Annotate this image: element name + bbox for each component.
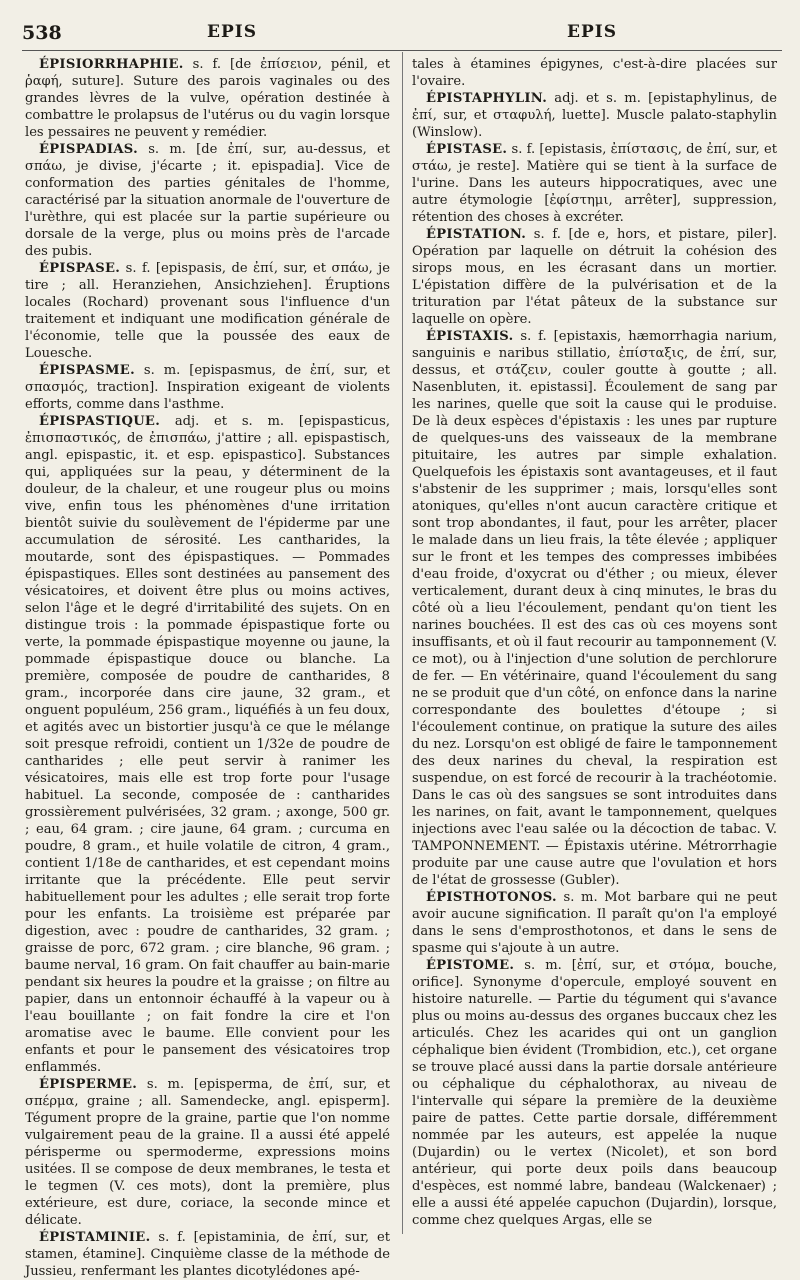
- entry-body: s. f. [de e, hors, et pistare, piler]. Opération par laquelle on détruit la cohésion des sirops mous, en les écrasant dans un mortier. L'épistation diffère de la pulvérisation et de la trituration par l'état pâteux de la substance sur laquelle on opère.: [412, 227, 777, 327]
- dictionary-entry: [412, 957, 777, 1229]
- entry-headword: ÉPISTAPHYLIN.: [426, 91, 548, 106]
- dictionary-entry: [412, 226, 777, 328]
- entry-body: s. f. [de ἐπίσειον, pénil, et ῥαφή, suture]. Suture des parois vaginales ou des grandes lèvres de la vulve, opération destinée à combattre le prolapsus de l'utérus ou du vagin lorsque les pessaires ne peuvent y remédier.: [25, 57, 390, 140]
- entry-body: tales à étamines épigynes, c'est-à-dire placées sur l'ovaire.: [412, 57, 777, 89]
- headword-right: EPIS: [567, 22, 617, 42]
- dictionary-entry: [25, 141, 390, 260]
- entry-body: adj. et s. m. [epispasticus, ἐπισπαστικός, de ἐπισπάω, j'attire ; all. epispastisch, angl. epispastic, it. et esp. epispastico]. Substances qui, appliquées sur la peau, y déterminent de la douleur, de la chaleur, et une rougeur plus ou moins vive, enfin tous les phénomènes d'une irritation bientôt suivie du soulèvement de l'épiderme par une accumulation de sérosité. Les cantharides, la moutarde, sont des épispastiques. — Pommades épispastiques. Elles sont destinées au pansement des vésicatoires, et doivent être plus ou moins actives, selon l'âge et le degré d'irritabilité des sujets. On en distingue trois : la pommade épispastique forte ou verte, la pommade épispastique moyenne ou jaune, la pommade épispastique douce ou blanche. La première, composée de poudre de cantharides, 8 gram., incorporée dans cire jaune, 32 gram., et onguent populéum, 256 gram., liquéfiés à un feu doux, et agités avec un bistortier jusqu'à ce que le mélange soit presque refroidi, contient un 1/32e de poudre de cantharides ; elle peut servir à ranimer les vésicatoires, mais elle est trop forte pour l'usage habituel. La seconde, composée de : cantharides grossièrement pulvérisées, 32 gram. ; axonge, 500 gr. ; eau, 64 gram. ; cire jaune, 64 gram. ; curcuma en poudre, 8 gram., et huile volatile de citron, 4 gram., contient 1/18e de cantharides, et est cependant moins irritante que la précédente. Elle peut servir habituellement pour les adultes ; elle serait trop forte pour les enfants. La troisième est préparée par digestion, avec : poudre de cantharides, 32 gram. ; graisse de porc, 672 gram. ; cire blanche, 96 gram. ; baume nerval, 16 gram. On fait chauffer au bain-marie pendant six heures la poudre et la graisse ; on filtre au papier, dans un entonnoir échauffé à la vapeur ou à l'eau bouillante ; on fait fondre la cire et l'on aromatise avec le baume. Elle convient pour les enfants et pour le pansement des vésicatoires trop enflammés.: [25, 414, 390, 1075]
- dictionary-entry: [25, 56, 390, 141]
- dictionary-entry: [412, 889, 777, 957]
- entry-body: s. m. Mot barbare qui ne peut avoir aucune signification. Il paraît qu'on l'a employé dans le sens d'emprosthotonos, et dans le sens de spasme qui s'ajoute à un autre.: [412, 890, 777, 956]
- dictionary-entry: [25, 260, 390, 362]
- entry-body: s. m. [episperma, de ἐπί, sur, et σπέρμα, graine ; all. Samendecke, angl. episperm]. Tégument propre de la graine, partie que l'on nomme vulgairement peau de la graine. Il a aussi été appelé périsperme ou spermoderme, expressions moins usitées. Il se compose de deux membranes, le testa et le tegmen (V. ces mots), dont la première, plus extérieure, est dure, coriace, la seconde mince et délicate.: [25, 1077, 390, 1228]
- entry-headword: ÉPISTHOTONOS.: [426, 890, 557, 905]
- entry-body: s. m. [ἐπί, sur, et στόμα, bouche, orifice]. Synonyme d'opercule, employé souvent en histoire naturelle. — Partie du tégument qui s'avance plus ou moins au-dessus des organes buccaux chez les articulés. Chez les acarides qui ont un ganglion céphalique bien évident (Trombidion, etc.), cet organe se trouve placé aussi dans la partie dorsale antérieure ou céphalique du céphalothorax, au niveau de l'intervalle qui sépare la première de la deuxième paire de pattes. Cette partie dorsale, différemment nommée par les auteurs, est appelée la nuque (Dujardin) ou le vertex (Nicolet), et son bord antérieur, qui porte deux poils dans beaucoup d'espèces, est nommé labre, bandeau (Walckenaer) ; elle a aussi été appelée capuchon (Dujardin), lorsque, comme chez quelques Argas, elle se: [412, 958, 777, 1228]
- dictionary-entry: [25, 413, 390, 1076]
- entry-headword: ÉPISTAMINIE.: [39, 1230, 151, 1245]
- dictionary-entry: [25, 1076, 390, 1229]
- entry-body: s. m. [de ἐπί, sur, au-dessus, et σπάω, je divise, j'écarte ; it. epispadia]. Vice de conformation des parties génitales de l'homme, caractérisé par la situation anormale de l'ouverture de l'urèthre, qui est placée sur la partie supérieure ou dorsale de la verge, plus ou moins près de l'arcade des pubis.: [25, 142, 390, 259]
- entry-headword: ÉPISPERME.: [39, 1077, 138, 1092]
- column-divider: [402, 52, 403, 1234]
- running-header: [22, 22, 778, 50]
- dictionary-entry: [412, 328, 777, 889]
- dictionary-entry: [25, 1229, 390, 1280]
- dictionary-entry: [412, 90, 777, 141]
- right-column: [412, 56, 777, 1236]
- entry-headword: ÉPISTATION.: [426, 227, 527, 242]
- entry-body: s. f. [epistaminia, de ἐπί, sur, et stamen, étamine]. Cinquième classe de la méthode de Jussieu, renfermant les plantes dicotylédones apé-: [25, 1230, 390, 1279]
- entry-body: s. f. [epispasis, de ἐπί, sur, et σπάω, je tire ; all. Heranziehen, Ansichziehen]. Éruptions locales (Rochard) provenant sous l'influence d'un traitement et indiquant une modification générale de l'économie, telle que la poussée des eaux de Louesche.: [25, 261, 390, 361]
- entry-headword: ÉPISTAXIS.: [426, 329, 514, 344]
- entry-body: s. m. [epispasmus, de ἐπί, sur, et σπασμός, traction]. Inspiration exigeant de violents efforts, comme dans l'asthme.: [25, 363, 390, 412]
- entry-headword: ÉPISPASTIQUE.: [39, 414, 161, 429]
- entry-headword: ÉPISTOME.: [426, 958, 515, 973]
- left-column: [25, 56, 390, 1279]
- entry-headword: ÉPISPASE.: [39, 261, 121, 276]
- headword-left: EPIS: [207, 22, 257, 42]
- page-number: 538: [22, 22, 62, 44]
- entry-headword: ÉPISPADIAS.: [39, 142, 138, 157]
- header-rule: [22, 50, 782, 51]
- entry-headword: ÉPISIORRHAPHIE.: [39, 57, 184, 72]
- dictionary-entry: [412, 141, 777, 226]
- dictionary-entry: [412, 56, 777, 90]
- entry-headword: ÉPISTASE.: [426, 142, 508, 157]
- entry-body: s. f. [epistaxis, hæmorrhagia narium, sanguinis e naribus stillatio, ἐπίσταξις, de ἐπί, sur, dessus, et στάζειν, couler goutte à goutte ; all. Nasenbluten, it. epistassi]. Écoulement de sang par les narines, quelle que soit la cause qui le produise. De là deux espèces d'épistaxis : les unes par rupture de quelques-uns des vaisseaux de la membrane pituitaire, les autres par simple exhalation. Quelquefois les épistaxis sont avantageuses, et il faut s'abstenir de les supprimer ; mais, lorsqu'elles sont atoniques, qu'elles n'ont aucun caractère critique et sont trop abondantes, il faut, pour les arrêter, placer le malade dans un lieu frais, la tête élevée ; appliquer sur le front et les tempes des compresses imbibées d'eau froide, d'oxycrat ou d'éther ; ou mieux, élever verticalement, durant deux à cinq minutes, le bras du côté où a lieu l'écoulement, pendant qu'on tient les narines bouchées. Il est des cas où ces moyens sont insuffisants, et où il faut recourir au tamponnement (V. ce mot), ou à l'injection d'une solution de perchlorure de fer. — En vétérinaire, quand l'écoulement du sang ne se produit que d'un côté, on enfonce dans la narine correspondante des boulettes d'étoupe ; si l'écoulement continue, on pratique la suture des ailes du nez. Lorsqu'on est obligé de faire le tamponnement des deux narines du cheval, la respiration est suspendue, on est forcé de recourir à la trachéotomie. Dans le cas où des sangsues se sont introduites dans les narines, on fait, avant le tamponnement, quelques injections avec l'eau salée ou la décoction de tabac. V. TAMPONNEMENT. — Épistaxis utérine. Métrorrhagie produite par une cause autre que l'ovulation et hors de l'état de grossesse (Gubler).: [412, 329, 777, 888]
- entry-body: adj. et s. m. [epistaphylinus, de ἐπί, sur, et σταφυλή, luette]. Muscle palato-staphylin (Winslow).: [412, 91, 777, 140]
- entry-body: s. f. [epistasis, ἐπίστασις, de ἐπί, sur, et στάω, je reste]. Matière qui se tient à la surface de l'urine. Dans les auteurs hippocratiques, avec une autre étymologie [ἐφίστημι, arrêter], suppression, rétention des choses à excréter.: [412, 142, 777, 225]
- entry-headword: ÉPISPASME.: [39, 363, 135, 378]
- dictionary-entry: [25, 362, 390, 413]
